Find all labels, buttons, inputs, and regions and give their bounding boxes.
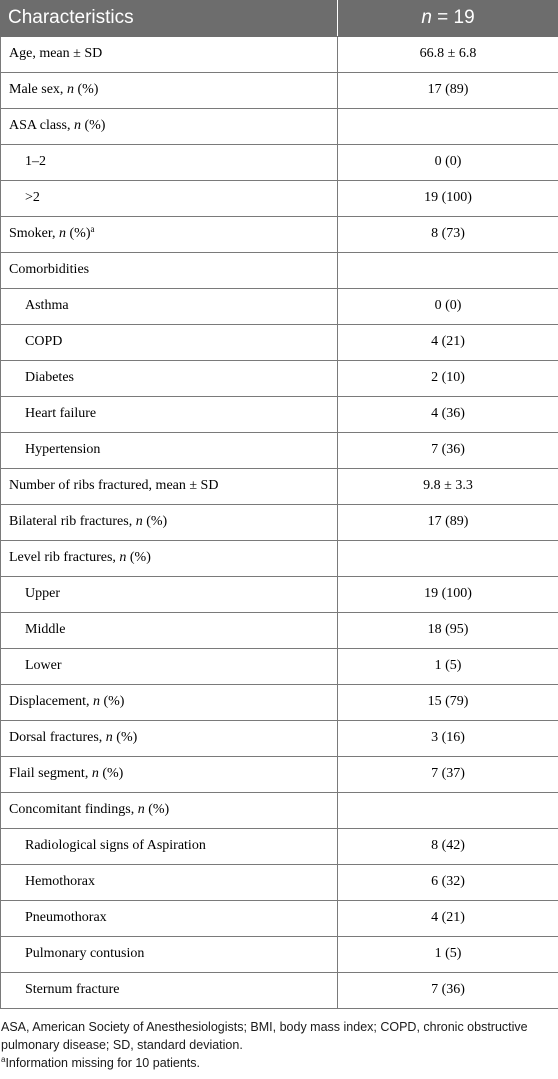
label-italic-n: n	[73, 118, 81, 133]
table-row	[1, 936, 558, 972]
label-text: Comorbidities	[9, 262, 90, 277]
table-row	[1, 108, 558, 144]
table-row	[1, 972, 558, 1008]
table-row	[1, 864, 558, 900]
row-label	[1, 252, 338, 288]
row-label	[1, 288, 338, 324]
table-row	[1, 180, 558, 216]
table-row	[1, 360, 558, 396]
row-value: 18 (95)	[338, 612, 558, 648]
table-row	[1, 576, 558, 612]
table-row	[1, 828, 558, 864]
row-value: 1 (5)	[338, 936, 558, 972]
row-label	[1, 828, 338, 864]
table-row	[1, 432, 558, 468]
row-label	[1, 144, 338, 180]
row-value	[338, 108, 558, 144]
table-row	[1, 144, 558, 180]
row-value	[338, 540, 558, 576]
label-text: Radiological signs of Aspiration	[25, 838, 206, 853]
row-value	[338, 792, 558, 828]
label-suffix: (%)	[112, 730, 138, 745]
label-text: Asthma	[25, 298, 69, 313]
table-row	[1, 792, 558, 828]
row-label	[1, 36, 338, 72]
abbreviations-note: ASA, American Society of Anesthesiologists; BMI, body mass index; COPD, chronic obstructive pulmonary disease; SD, standard deviation.	[1, 1019, 528, 1052]
label-suffix: (%)	[142, 514, 168, 529]
label-text: Pneumothorax	[25, 910, 107, 925]
table-row	[1, 504, 558, 540]
row-value: 2 (10)	[338, 360, 558, 396]
table-row	[1, 540, 558, 576]
header-n-symbol: n	[421, 6, 432, 28]
label-suffix: (%)	[99, 694, 125, 709]
row-label	[1, 720, 338, 756]
row-value: 9.8 ± 3.3	[338, 468, 558, 504]
label-footnote-mark: a	[90, 224, 95, 234]
row-value: 0 (0)	[338, 288, 558, 324]
label-text: Middle	[25, 622, 66, 637]
row-value: 7 (36)	[338, 972, 558, 1008]
label-text: Concomitant findings,	[9, 802, 138, 817]
table-row	[1, 468, 558, 504]
table-body	[1, 36, 558, 1008]
row-value: 19 (100)	[338, 180, 558, 216]
label-suffix: (%)	[126, 550, 151, 565]
row-label	[1, 864, 338, 900]
row-label	[1, 324, 338, 360]
row-value: 19 (100)	[338, 576, 558, 612]
label-text: Hemothorax	[25, 874, 95, 889]
row-label	[1, 468, 338, 504]
missing-info-note	[1, 1054, 555, 1072]
table-row	[1, 252, 558, 288]
label-text: Diabetes	[25, 370, 74, 385]
row-value: 1 (5)	[338, 648, 558, 684]
row-label	[1, 612, 338, 648]
label-suffix: (%)	[66, 226, 91, 241]
table-row	[1, 684, 558, 720]
footnote-mark: a	[1, 1054, 6, 1064]
row-value: 7 (37)	[338, 756, 558, 792]
row-label	[1, 108, 338, 144]
label-text: Bilateral rib fractures,	[9, 514, 136, 529]
table-row	[1, 612, 558, 648]
table-row	[1, 36, 558, 72]
row-label	[1, 216, 338, 252]
table-row	[1, 288, 558, 324]
row-label	[1, 684, 338, 720]
row-label	[1, 756, 338, 792]
row-label	[1, 540, 338, 576]
header-n	[338, 0, 558, 36]
row-value: 15 (79)	[338, 684, 558, 720]
label-italic-n: n	[92, 694, 100, 709]
label-suffix: (%)	[80, 118, 106, 133]
label-italic-n: n	[137, 802, 145, 817]
label-italic-n: n	[59, 226, 66, 241]
row-value: 7 (36)	[338, 432, 558, 468]
label-text: Male sex,	[9, 82, 67, 97]
table-row	[1, 900, 558, 936]
label-text: Dorsal fractures,	[9, 730, 106, 745]
row-label	[1, 432, 338, 468]
row-value	[338, 252, 558, 288]
table-row	[1, 720, 558, 756]
footnote-text: Information missing for 10 patients.	[5, 1055, 200, 1070]
header-row	[1, 0, 558, 36]
label-text: Sternum fracture	[25, 982, 120, 997]
label-suffix: (%)	[144, 802, 170, 817]
table-row	[1, 648, 558, 684]
label-text: Heart failure	[25, 406, 97, 421]
label-text: Upper	[25, 586, 60, 601]
table-row	[1, 72, 558, 108]
label-text: ASA class,	[9, 118, 74, 133]
table-footnotes	[0, 1009, 558, 1072]
table-row	[1, 756, 558, 792]
row-value: 17 (89)	[338, 504, 558, 540]
header-characteristics: Characteristics	[1, 0, 338, 36]
row-label	[1, 972, 338, 1008]
label-suffix: (%)	[98, 766, 124, 781]
label-italic-n: n	[105, 730, 113, 745]
row-label	[1, 648, 338, 684]
row-value: 4 (21)	[338, 900, 558, 936]
row-label	[1, 360, 338, 396]
label-italic-n: n	[135, 514, 143, 529]
row-label	[1, 576, 338, 612]
row-value: 17 (89)	[338, 72, 558, 108]
row-value: 0 (0)	[338, 144, 558, 180]
header-n-value: = 19	[431, 6, 475, 28]
label-text: 1–2	[25, 154, 46, 169]
label-text: Smoker,	[9, 226, 59, 241]
row-value: 6 (32)	[338, 864, 558, 900]
label-text: Level rib fractures,	[9, 550, 120, 565]
label-text: Age, mean ± SD	[9, 46, 103, 61]
row-label	[1, 396, 338, 432]
row-value: 8 (73)	[338, 216, 558, 252]
row-value: 4 (36)	[338, 396, 558, 432]
label-text: Flail segment,	[9, 766, 92, 781]
label-italic-n: n	[119, 550, 127, 565]
table-row	[1, 396, 558, 432]
label-text: Number of ribs fractured, mean ± SD	[9, 478, 219, 493]
row-label	[1, 180, 338, 216]
label-text: COPD	[25, 334, 63, 349]
row-label	[1, 900, 338, 936]
row-label	[1, 504, 338, 540]
label-suffix: (%)	[73, 82, 99, 97]
row-value: 3 (16)	[338, 720, 558, 756]
table-row	[1, 324, 558, 360]
row-label	[1, 936, 338, 972]
label-text: >2	[25, 190, 40, 205]
row-label	[1, 72, 338, 108]
table-header	[1, 0, 558, 36]
label-text: Pulmonary contusion	[25, 946, 145, 961]
label-text: Hypertension	[25, 442, 101, 457]
row-value: 8 (42)	[338, 828, 558, 864]
label-text: Displacement,	[9, 694, 93, 709]
row-value: 4 (21)	[338, 324, 558, 360]
row-value: 66.8 ± 6.8	[338, 36, 558, 72]
row-label	[1, 792, 338, 828]
label-text: Lower	[25, 658, 62, 673]
label-italic-n: n	[66, 82, 74, 97]
table-row	[1, 216, 558, 252]
label-italic-n: n	[91, 766, 99, 781]
